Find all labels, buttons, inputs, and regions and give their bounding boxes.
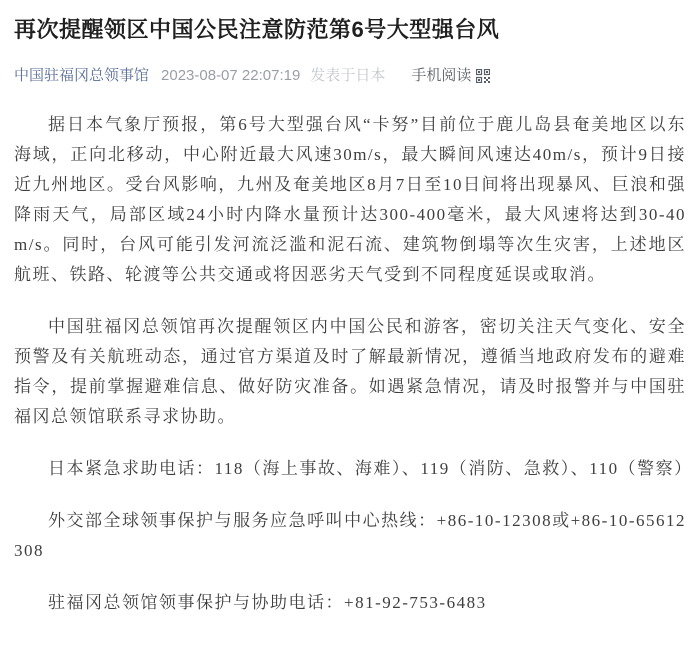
- paragraph-consulate-reminder: 中国驻福冈总领馆再次提醒领区内中国公民和游客，密切关注天气变化、安全预警及有关航班动态，通过官方渠道及时了解最新情况，遵循当地政府发布的避难指令，提前掌握避难信息、做好防灾准备。如遇紧急情况，请及时报警并与中国驻福冈总领馆联系寻求协助。: [14, 316, 686, 426]
- account-name-link[interactable]: 中国驻福冈总领事馆: [14, 66, 150, 84]
- publish-location: 发表于日本: [310, 66, 386, 84]
- publish-time: 2023-08-07 22:07:19: [161, 66, 301, 84]
- paragraph-consulate-phone: 驻福冈总领馆领事保护与协助电话：+81-92-753-6483: [48, 592, 487, 612]
- paragraph-mfa-hotline: 外交部全球领事保护与服务应急呼叫中心热线：+86-10-12308或+86-10-65612308: [14, 510, 686, 560]
- paragraph-japan-emergency-numbers: 日本紧急求助电话：118（海上事故、海难）、119（消防、急救）、110（警察）: [48, 458, 693, 478]
- mobile-read-label: 手机阅读: [411, 66, 472, 84]
- article-meta: [14, 66, 686, 86]
- qr-code-icon: [476, 69, 490, 83]
- article-body: [14, 110, 693, 618]
- article-title: 再次提醒领区中国公民注意防范第6号大型强台风: [14, 17, 500, 42]
- mobile-read-link[interactable]: [411, 66, 490, 86]
- paragraph-typhoon-forecast: 据日本气象厅预报，第6号大型强台风“卡努”目前位于鹿儿岛县奄美地区以东海域，正向北移动，中心附近最大风速30m/s，最大瞬间风速达40m/s，预计9日接近九州地区。受台风影响，九州及奄美地区8月7日至10日间将出现暴风、巨浪和强降雨天气，局部区域24小时内降水量预计达300-400毫米，最大风速将达到30-40m/s。同时，台风可能引发河流泛滥和泥石流、建筑物倒塌等次生灾害，上述地区航班、铁路、轮渡等公共交通或将因恶劣天气受到不同程度延误或取消。: [14, 114, 686, 284]
